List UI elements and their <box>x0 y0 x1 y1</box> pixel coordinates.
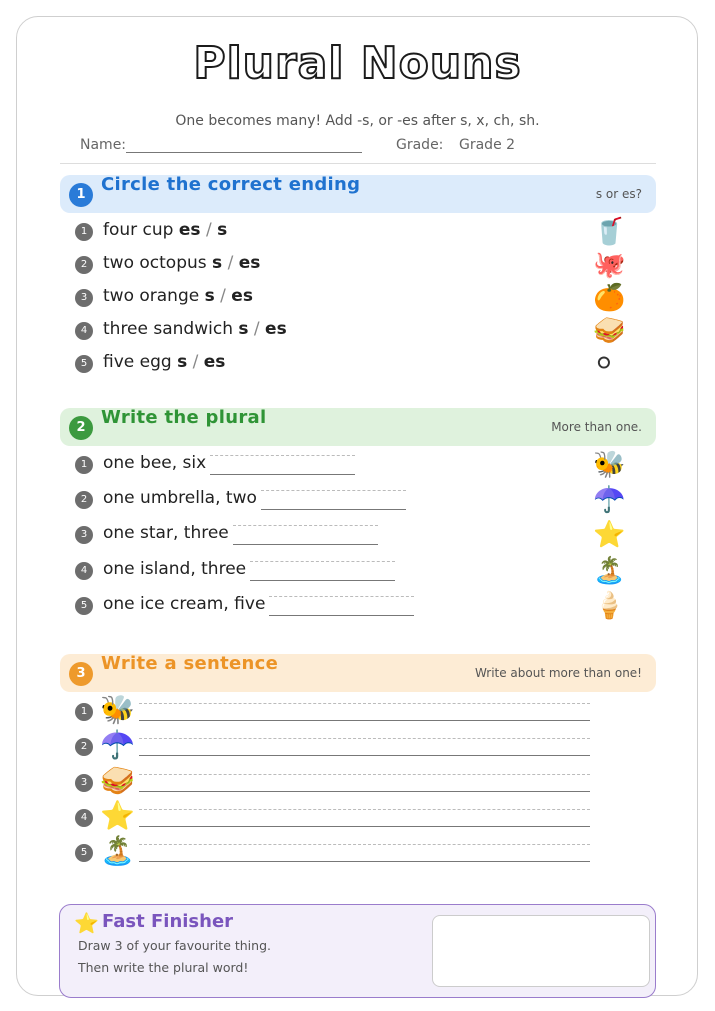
section-2-header <box>60 408 656 446</box>
item-text: one star, three <box>103 523 229 543</box>
sentence-row <box>75 764 595 798</box>
finisher-instruction-1: Draw 3 of your favourite thing. <box>78 938 271 953</box>
sentence-field[interactable] <box>139 699 590 721</box>
header-divider <box>60 163 656 164</box>
name-field[interactable] <box>126 152 362 153</box>
bee-icon: 🐝 <box>100 693 135 726</box>
item-text: two octopus <box>103 253 207 273</box>
sandwich-icon: 🥪 <box>593 316 626 346</box>
section-title: Circle the correct ending <box>101 174 361 195</box>
item-text: one bee, six <box>103 453 207 473</box>
section-title: Write the plural <box>101 407 267 428</box>
item-number: 4 <box>75 562 93 580</box>
sentence-field[interactable] <box>139 770 590 792</box>
item-number: 3 <box>75 289 93 307</box>
star-icon: ⭐ <box>593 520 626 550</box>
option-a[interactable]: s <box>177 352 188 372</box>
item-number: 5 <box>75 597 93 615</box>
list-item: 2 two octopus s / es 🐙 <box>75 250 635 280</box>
list-item: 1 four cup es / s 🥤 <box>75 217 635 247</box>
item-number: 5 <box>75 844 93 862</box>
item-number: 1 <box>75 456 93 474</box>
page-subtitle: One becomes many! Add -s, or -es after s, x, ch, sh. <box>175 113 540 129</box>
section-number: 1 <box>69 183 93 207</box>
answer-field[interactable] <box>250 561 395 579</box>
option-a[interactable]: es <box>178 220 201 240</box>
item-text: five egg <box>103 352 172 372</box>
item-text: one island, three <box>103 559 247 579</box>
drawing-area[interactable] <box>432 915 650 987</box>
egg-icon: ⚪ <box>593 349 615 379</box>
list-item: 5 five egg s / es ⚪ <box>75 349 635 379</box>
sentence-row <box>75 799 595 833</box>
sandwich-icon: 🥪 <box>100 764 135 797</box>
item-text: three sandwich <box>103 319 233 339</box>
sentence-row <box>75 834 595 868</box>
item-number: 1 <box>75 223 93 241</box>
item-number: 2 <box>75 256 93 274</box>
option-a[interactable]: s <box>204 286 215 306</box>
list-item <box>75 450 635 480</box>
answer-field[interactable] <box>233 525 378 543</box>
section-hint: More than one. <box>551 420 642 434</box>
ice-cream-icon: 🍦 <box>593 591 626 621</box>
item-text: one ice cream, five <box>103 594 266 614</box>
section-3-header <box>60 654 656 692</box>
island-icon: 🏝️ <box>593 556 626 586</box>
sentence-field[interactable] <box>139 734 590 756</box>
option-b[interactable]: es <box>265 319 287 339</box>
item-number: 2 <box>75 491 93 509</box>
grade-value: Grade 2 <box>459 137 516 153</box>
option-a[interactable]: s <box>238 319 249 339</box>
item-number: 2 <box>75 738 93 756</box>
grade-label: Grade: <box>396 137 444 153</box>
item-number: 4 <box>75 322 93 340</box>
option-a[interactable]: s <box>212 253 223 273</box>
star-icon: ⭐ <box>74 911 99 935</box>
list-item <box>75 520 635 550</box>
section-title: Write a sentence <box>101 653 279 674</box>
option-b[interactable]: es <box>231 286 253 306</box>
sentence-row <box>75 693 595 727</box>
island-icon: 🏝️ <box>100 834 135 867</box>
section-hint: s or es? <box>595 187 642 201</box>
section-number: 3 <box>69 662 93 686</box>
cup-icon: 🥤 <box>593 217 626 247</box>
item-number: 1 <box>75 703 93 721</box>
item-number: 3 <box>75 526 93 544</box>
star-icon: ⭐ <box>100 799 135 832</box>
page-title: Plural Nouns <box>193 38 522 89</box>
item-number: 3 <box>75 774 93 792</box>
option-b[interactable]: es <box>238 253 261 273</box>
section-1-header <box>60 175 656 213</box>
sentence-field[interactable] <box>139 840 590 862</box>
orange-icon: 🍊 <box>593 283 626 313</box>
list-item: 4 three sandwich s / es 🥪 <box>75 316 635 346</box>
list-item <box>75 485 635 515</box>
octopus-icon: 🐙 <box>593 250 626 280</box>
item-text: one umbrella, two <box>103 488 257 508</box>
name-label: Name: <box>80 137 127 153</box>
sentence-field[interactable] <box>139 805 590 827</box>
bee-icon: 🐝 <box>593 450 626 480</box>
list-item: 3 two orange s / es 🍊 <box>75 283 635 313</box>
umbrella-icon: ☂️ <box>593 485 626 515</box>
fast-finisher-box <box>59 904 656 998</box>
section-hint: Write about more than one! <box>474 666 642 680</box>
item-text: two orange <box>103 286 200 306</box>
item-number: 4 <box>75 809 93 827</box>
sentence-row <box>75 728 595 762</box>
answer-field[interactable] <box>210 455 355 473</box>
option-b[interactable]: s <box>217 220 228 240</box>
finisher-instruction-2: Then write the plural word! <box>78 960 249 975</box>
option-b[interactable]: es <box>203 352 226 372</box>
answer-field[interactable] <box>261 490 406 508</box>
answer-field[interactable] <box>269 596 414 614</box>
section-number: 2 <box>69 416 93 440</box>
list-item <box>75 556 635 586</box>
list-item <box>75 591 635 621</box>
finisher-title: Fast Finisher <box>102 911 234 932</box>
item-number: 5 <box>75 355 93 373</box>
umbrella-icon: ☂️ <box>100 728 135 761</box>
item-text: four cup <box>103 220 174 240</box>
